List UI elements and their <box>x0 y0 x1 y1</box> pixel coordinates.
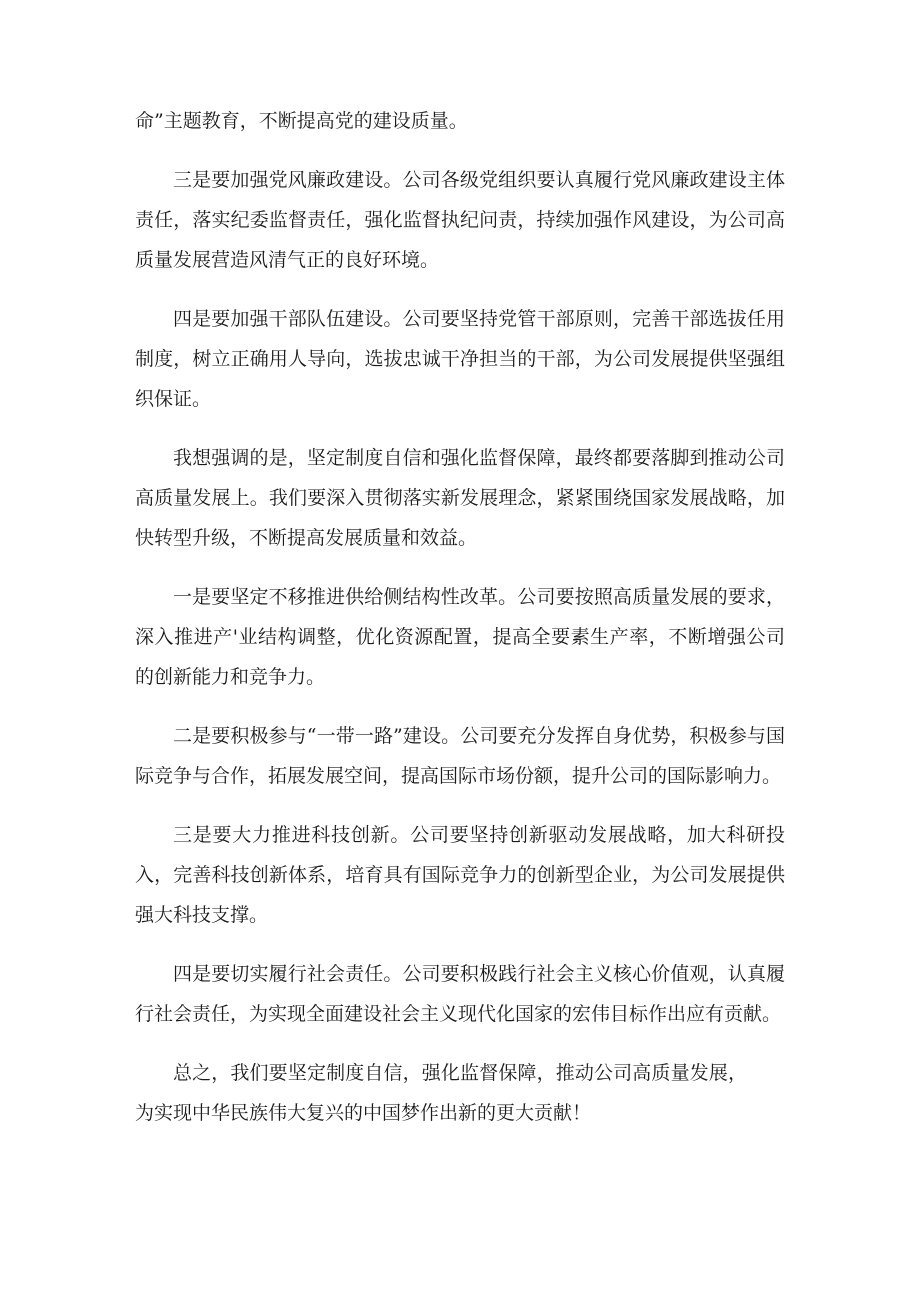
paragraph-5: 一是要坚定不移推进供给侧结构性改革。公司要按照高质量发展的要求，深入推进产'业结构调整，优化资源配置，提高全要素生产率，不断增强公司的创新能力和竞争力。 <box>135 586 785 688</box>
paragraph-8: 四是要切实履行社会责任。公司要积极践行社会主义核心价值观，认真履行社会责任，为实现全面建设社会主义现代化国家的宏伟目标作出应有贡献。 <box>135 963 785 1025</box>
paragraph-2: 三是要加强党风廉政建设。公司各级党组织要认真履行党风廉政建设主体责任，落实纪委监督责任，强化监督执纪问责，持续加强作风建设，为公司高质量发展营造风清气正的良好环境。 <box>135 169 785 271</box>
document-body <box>135 101 785 1152</box>
paragraph-6: 二是要积极参与“一带一路”建设。公司要充分发挥自身优势，积极参与国际竞争与合作，拓展发展空间，提高国际市场份额，提升公司的国际影响力。 <box>135 725 785 787</box>
paragraph-7: 三是要大力推进科技创新。公司要坚持创新驱动发展战略，加大科研投入，完善科技创新体系，培育具有国际竞争力的创新型企业，为公司发展提供强大科技支撑。 <box>135 824 785 926</box>
paragraph-4: 我想强调的是，坚定制度自信和强化监督保障，最终都要落脚到推动公司高质量发展上。我们要深入贯彻落实新发展理念，紧紧围绕国家发展战略，加快转型升级，不断提高发展质量和效益。 <box>135 447 785 549</box>
paragraph-9: 总之，我们要坚定制度自信，强化监督保障，推动公司高质量发展，为实现中华民族伟大复兴的中国梦作出新的更大贡献！ <box>135 1062 747 1124</box>
paragraph-1: 命”主题教育，不断提高党的建设质量。 <box>135 110 468 132</box>
paragraph-3: 四是要加强干部队伍建设。公司要坚持党管干部原则，完善干部选拔任用制度，树立正确用人导向，选拔忠诚干净担当的干部，为公司发展提供坚强组织保证。 <box>135 308 785 410</box>
